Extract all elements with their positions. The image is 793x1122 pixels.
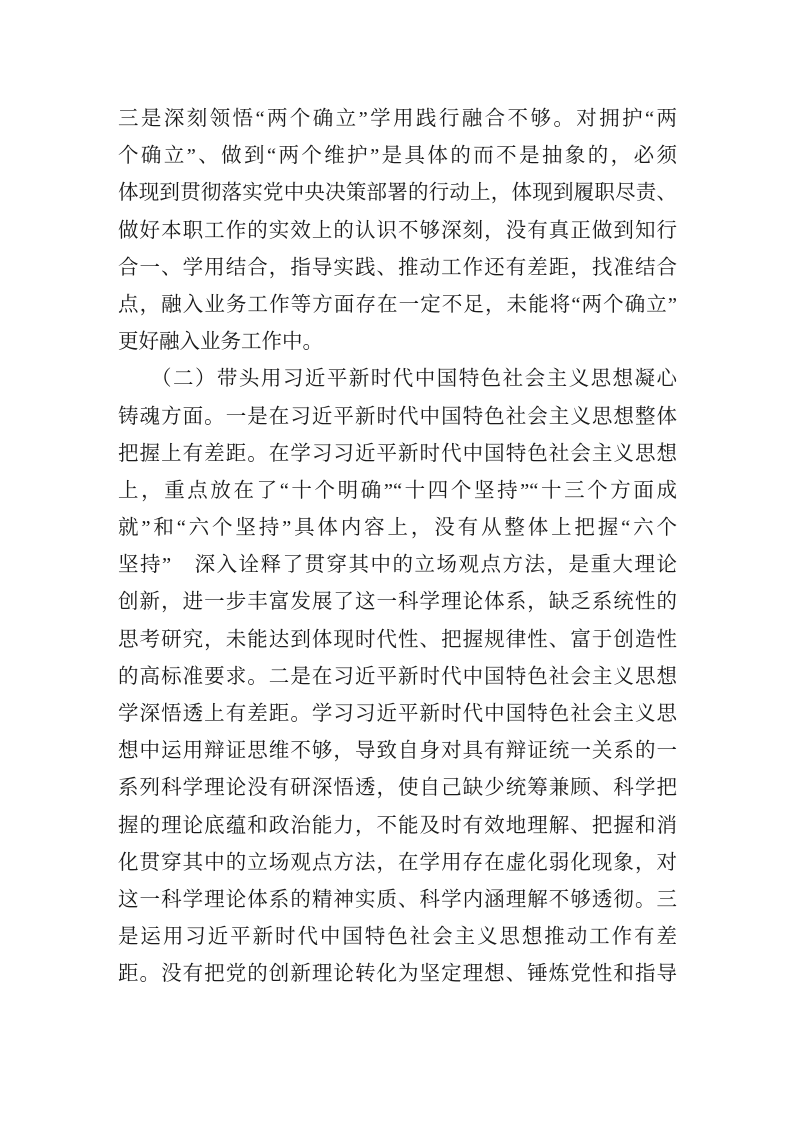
text-line: 体现到贯彻落实党中央决策部署的行动上，体现到履职尽责、 [118,182,677,205]
text-line: 三是深刻领悟“两个确立”学用践行融合不够。对拥护“两 [118,108,677,130]
paragraph [118,361,677,993]
text-line: 这一科学理论体系的精神实质、科学内涵理解不够透彻。三 [118,888,677,911]
text-line: （二）带头用习近平新时代中国特色社会主义思想凝心 [151,368,677,391]
document-body [118,101,677,994]
text-line: 就”和“六个坚持”具体内容上，没有从整体上把握“六个 [118,517,677,540]
text-line: 是运用习近平新时代中国特色社会主义思想推动工作有差 [118,926,677,949]
text-line: 把握上有差距。在学习习近平新时代中国特色社会主义思想 [118,442,677,465]
text-line: 创新，进一步丰富发展了这一科学理论体系，缺乏系统性的 [118,591,677,614]
text-line: 做好本职工作的实效上的认识不够深刻，没有真正做到知行 [118,219,677,242]
text-line: 铸魂方面。一是在习近平新时代中国特色社会主义思想整体 [118,405,677,428]
text-line: 的高标准要求。二是在习近平新时代中国特色社会主义思想 [118,665,677,688]
text-line: 系列科学理论没有研深悟透，使自己缺少统筹兼顾、科学把 [118,777,677,800]
text-line: 想中运用辩证思维不够，导致自身对具有辩证统一关系的一 [118,740,677,763]
text-line: 距。没有把党的创新理论转化为坚定理想、锤炼党性和指导 [118,963,677,986]
text-line: 握的理论底蕴和政治能力，不能及时有效地理解、把握和消 [118,814,677,837]
text-line: 上，重点放在了“十个明确”“十四个坚持”“十三个方面成 [118,479,677,502]
text-line: 坚持” 深入诠释了贯穿其中的立场观点方法，是重大理论 [118,554,677,577]
paragraph [118,101,677,361]
text-line: 思考研究，未能达到体现时代性、把握规律性、富于创造性 [118,628,677,651]
text-line: 合一、学用结合，指导实践、推动工作还有差距，找准结合 [118,256,677,279]
text-line: 化贯穿其中的立场观点方法，在学用存在虚化弱化现象，对 [118,851,677,874]
text-line: 个确立”、做到“两个维护”是具体的而不是抽象的，必须 [118,145,677,168]
text-line: 点，融入业务工作等方面存在一定不足，未能将“两个确立” [118,293,677,316]
text-line: 学深悟透上有差距。学习习近平新时代中国特色社会主义思 [118,703,677,725]
text-line: 更好融入业务工作中。 [118,331,323,354]
